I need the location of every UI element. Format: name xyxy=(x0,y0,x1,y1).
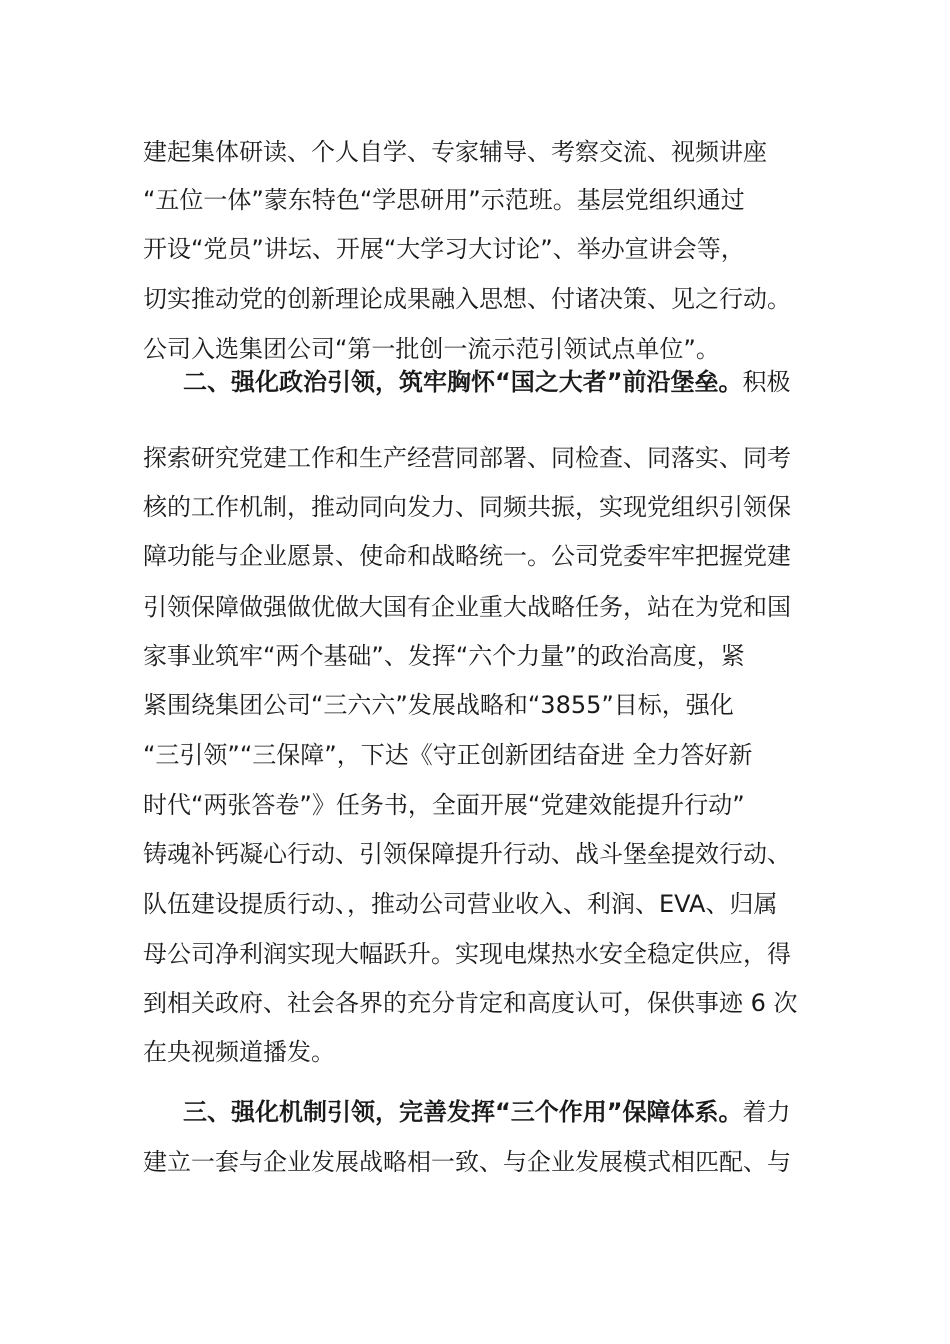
heading-tail-text: 积极 xyxy=(742,368,791,396)
text-line: “五位一体”蒙东特色“学思研用”示范班。基层党组织通过 xyxy=(143,186,745,214)
text-line: 开设“党员”讲坛、开展“大学习大讨论”、举办宣讲会等， xyxy=(143,235,745,263)
text-line: 家事业筑牢“两个基础”、发挥“六个力量”的政治高度，紧 xyxy=(143,642,745,670)
paragraph-3-first-line xyxy=(183,1096,791,1128)
section-heading-3: 三、强化机制引领，完善发挥“三个作用”保障体系。 xyxy=(183,1098,743,1126)
heading-tail-text: 着力 xyxy=(742,1098,791,1126)
text-line: 公司入选集团公司“第一批创一流示范引领试点单位”。 xyxy=(143,335,720,363)
text-line: 引领保障做强做优做大国有企业重大战略任务，站在为党和国 xyxy=(143,593,791,621)
text-line: 探索研究党建工作和生产经营同部署、同检查、同落实、同考 xyxy=(143,444,791,472)
text-line: 母公司净利润实现大幅跃升。实现电煤热水安全稳定供应，得 xyxy=(143,940,791,968)
text-line: 在央视频道播发。 xyxy=(143,1038,335,1066)
text-line: 建起集体研读、个人自学、专家辅导、考察交流、视频讲座 xyxy=(143,138,767,166)
text-line: “三引领”“三保障”，下达《守正创新团结奋进 全力答好新 xyxy=(143,741,753,769)
text-line: 到相关政府、社会各界的充分肯定和高度认可，保供事迹 6 次 xyxy=(143,989,798,1017)
text-line: 核的工作机制，推动同向发力、同频共振，实现党组织引领保 xyxy=(143,493,791,521)
text-line: 紧围绕集团公司“三六六”发展战略和“3855”目标，强化 xyxy=(143,691,734,719)
text-line: 铸魂补钙凝心行动、引领保障提升行动、战斗堡垒提效行动、 xyxy=(143,840,791,868)
text-line: 建立一套与企业发展战略相一致、与企业发展模式相匹配、与 xyxy=(143,1148,791,1176)
text-line: 障功能与企业愿景、使命和战略统一。公司党委牢牢把握党建 xyxy=(143,542,791,570)
text-line: 队伍建设提质行动、，推动公司营业收入、利润、EVA、归属 xyxy=(143,890,778,918)
text-line: 切实推动党的创新理论成果融入思想、付诸决策、见之行动。 xyxy=(143,285,791,313)
section-heading-2: 二、强化政治引领，筑牢胸怀“国之大者”前沿堡垒。 xyxy=(183,368,743,396)
text-line: 时代“两张答卷”》任务书，全面开展“党建效能提升行动” xyxy=(143,791,745,819)
paragraph-2-first-line xyxy=(183,366,791,398)
